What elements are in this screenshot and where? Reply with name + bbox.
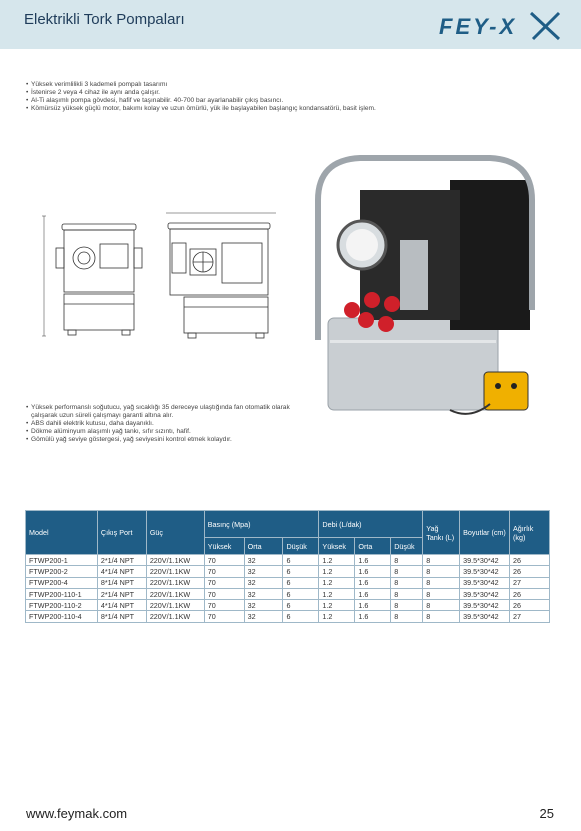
cell-flow-mid: 1.6 <box>355 566 391 577</box>
cell-tank: 8 <box>423 600 460 611</box>
feature-item: • Al-Ti alaşımlı pompa gövdesi, hafif ve taşınabilir. 40-700 bar ayarlanabilir çıkış basıncı. <box>26 97 386 105</box>
cell-flow-mid: 1.6 <box>355 600 391 611</box>
cell-tank: 8 <box>423 555 460 566</box>
cell-port: 8*1/4 NPT <box>97 611 146 622</box>
cell-pressure-high: 70 <box>204 611 244 622</box>
cell-model: FTWP200-1 <box>26 555 98 566</box>
cell-pressure-high: 70 <box>204 588 244 599</box>
cell-pressure-mid: 32 <box>244 555 283 566</box>
table-row <box>26 555 550 566</box>
table-row <box>26 600 550 611</box>
cell-pressure-low: 6 <box>283 588 319 599</box>
cell-dims: 39.5*30*42 <box>460 566 510 577</box>
cell-flow-mid: 1.6 <box>355 555 391 566</box>
cell-flow-mid: 1.6 <box>355 588 391 599</box>
col-header-flow-low: Düşük <box>391 538 423 555</box>
col-header-pressure: Basınç (Mpa) <box>204 511 319 538</box>
cell-flow-high: 1.2 <box>319 566 355 577</box>
cell-flow-low: 8 <box>391 555 423 566</box>
col-header-pressure-mid: Orta <box>244 538 283 555</box>
table-row <box>26 588 550 599</box>
cell-tank: 8 <box>423 588 460 599</box>
cell-model: FTWP200-4 <box>26 577 98 588</box>
col-header-flow-high: Yüksek <box>319 538 355 555</box>
cell-port: 4*1/4 NPT <box>97 566 146 577</box>
cell-power: 220V/1.1KW <box>146 555 204 566</box>
cell-tank: 8 <box>423 577 460 588</box>
cell-model: FTWP200-110-4 <box>26 611 98 622</box>
page-title: Elektrikli Tork Pompaları <box>24 11 185 28</box>
cell-pressure-low: 6 <box>283 566 319 577</box>
cell-flow-low: 8 <box>391 577 423 588</box>
feature-list-top <box>26 81 386 113</box>
cell-weight: 27 <box>510 611 550 622</box>
col-header-weight: Ağırlık (kg) <box>510 511 550 555</box>
cell-dims: 39.5*30*42 <box>460 588 510 599</box>
feature-item: • Yüksek performanslı soğutucu, yağ sıcaklığı 35 dereceye ulaştığında fan otomatik olarak çalışarak uzun süreli çalışmayı garanti altına alır. <box>26 404 296 420</box>
feature-item: • Dökme alüminyum alaşımlı yağ tankı, sıfır sızıntı, hafif. <box>26 428 296 436</box>
feyx-logo <box>439 9 567 41</box>
cell-weight: 26 <box>510 588 550 599</box>
col-header-pressure-low: Düşük <box>283 538 319 555</box>
cell-power: 220V/1.1KW <box>146 566 204 577</box>
cell-dims: 39.5*30*42 <box>460 577 510 588</box>
cell-weight: 27 <box>510 577 550 588</box>
cell-flow-mid: 1.6 <box>355 611 391 622</box>
cell-flow-high: 1.2 <box>319 611 355 622</box>
cell-weight: 26 <box>510 555 550 566</box>
cell-pressure-mid: 32 <box>244 577 283 588</box>
table-row <box>26 577 550 588</box>
col-header-pressure-high: Yüksek <box>204 538 244 555</box>
table-row <box>26 611 550 622</box>
cell-port: 8*1/4 NPT <box>97 577 146 588</box>
table-row <box>26 566 550 577</box>
pump-side-drawing <box>158 209 282 341</box>
cell-dims: 39.5*30*42 <box>460 555 510 566</box>
cell-power: 220V/1.1KW <box>146 577 204 588</box>
cell-model: FTWP200-2 <box>26 566 98 577</box>
cell-model: FTWP200-110-2 <box>26 600 98 611</box>
cell-weight: 26 <box>510 600 550 611</box>
cell-pressure-low: 6 <box>283 555 319 566</box>
col-header-flow-mid: Orta <box>355 538 391 555</box>
cell-model: FTWP200-110-1 <box>26 588 98 599</box>
cell-flow-high: 1.2 <box>319 555 355 566</box>
cell-weight: 26 <box>510 566 550 577</box>
cell-flow-low: 8 <box>391 566 423 577</box>
cell-flow-high: 1.2 <box>319 600 355 611</box>
page-number: 25 <box>539 806 554 821</box>
cell-pressure-low: 6 <box>283 611 319 622</box>
feature-item: • İstenirse 2 veya 4 cihaz ile aynı anda çalışır. <box>26 89 386 97</box>
pump-product-photo <box>300 140 552 430</box>
footer-url: www.feymak.com <box>26 806 128 821</box>
col-header-dims: Boyutlar (cm) <box>460 511 510 555</box>
cell-pressure-low: 6 <box>283 600 319 611</box>
cell-flow-low: 8 <box>391 588 423 599</box>
cell-flow-high: 1.2 <box>319 577 355 588</box>
cell-tank: 8 <box>423 611 460 622</box>
cell-flow-low: 8 <box>391 611 423 622</box>
cell-dims: 39.5*30*42 <box>460 600 510 611</box>
cell-pressure-mid: 32 <box>244 611 283 622</box>
feature-item: • Gömülü yağ seviye göstergesi, yağ seviyesini kontrol etmek kolaydır. <box>26 436 296 444</box>
cell-pressure-high: 70 <box>204 566 244 577</box>
cell-pressure-mid: 32 <box>244 600 283 611</box>
logo-text: FEY-X <box>439 14 518 39</box>
col-header-port: Çıkış Port <box>97 511 146 555</box>
cell-flow-mid: 1.6 <box>355 577 391 588</box>
feature-item: • Kömürsüz yüksek güçlü motor, bakımı kolay ve uzun ömürlü, yük ile başlayabilen başlangıç kondansatörü, basit işlem. <box>26 105 386 113</box>
col-header-flow: Debi (L/dak) <box>319 511 423 538</box>
col-header-tank: Yağ Tankı (L) <box>423 511 460 555</box>
col-header-model: Model <box>26 511 98 555</box>
spec-table <box>25 510 550 623</box>
cell-power: 220V/1.1KW <box>146 588 204 599</box>
cell-power: 220V/1.1KW <box>146 611 204 622</box>
cell-dims: 39.5*30*42 <box>460 611 510 622</box>
cell-pressure-mid: 32 <box>244 566 283 577</box>
cell-tank: 8 <box>423 566 460 577</box>
feature-item: • ABS dahili elektrik kutusu, daha dayanıklı. <box>26 420 296 428</box>
page-header <box>0 0 581 49</box>
cell-power: 220V/1.1KW <box>146 600 204 611</box>
feature-list-bottom <box>26 404 296 444</box>
feature-item: • Yüksek verimlilikli 3 kademeli pompalı tasarımı <box>26 81 386 89</box>
col-header-power: Güç <box>146 511 204 555</box>
cell-pressure-high: 70 <box>204 555 244 566</box>
cell-pressure-low: 6 <box>283 577 319 588</box>
cell-pressure-high: 70 <box>204 577 244 588</box>
pump-front-drawing <box>40 212 152 342</box>
cell-port: 2*1/4 NPT <box>97 555 146 566</box>
cell-port: 4*1/4 NPT <box>97 600 146 611</box>
cell-pressure-mid: 32 <box>244 588 283 599</box>
cell-flow-low: 8 <box>391 600 423 611</box>
cell-pressure-high: 70 <box>204 600 244 611</box>
cell-flow-high: 1.2 <box>319 588 355 599</box>
cell-port: 2*1/4 NPT <box>97 588 146 599</box>
